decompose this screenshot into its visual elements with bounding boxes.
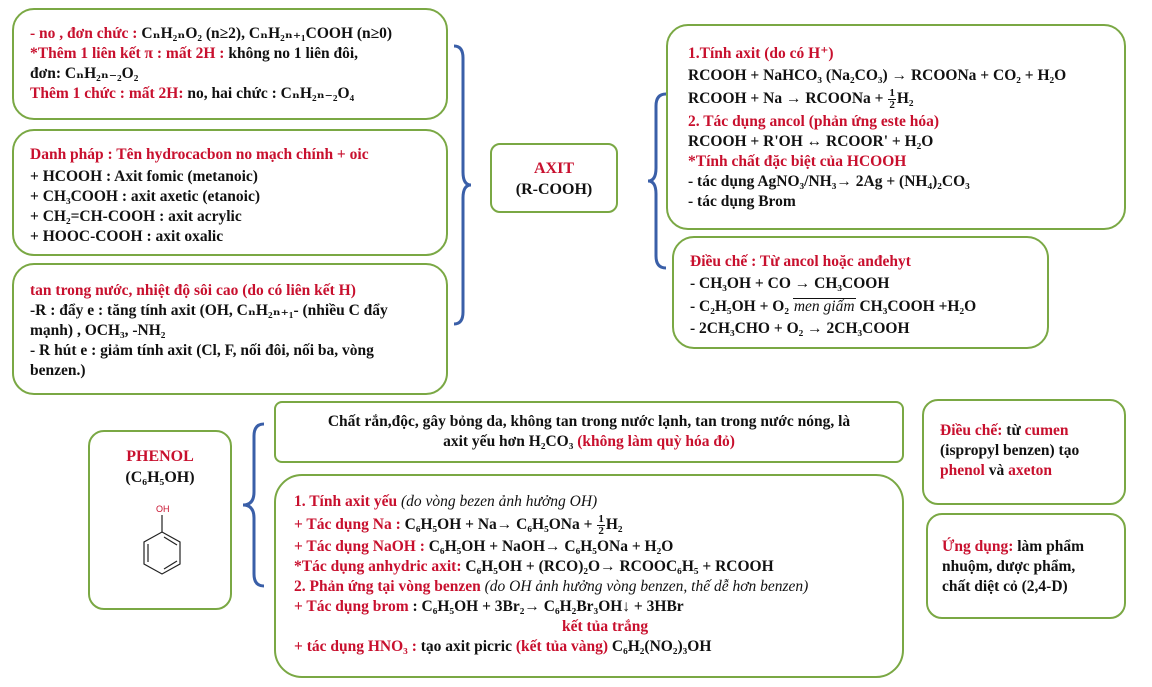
phenol-chem-l2b: C₆H₅OH + Na→ C₆H₅ONa + [400, 516, 597, 533]
phenol-chem-l6b: : C₆H₅OH + 3Br₂→ C₆H₂Br₃OH↓ + 3HBr [408, 598, 684, 615]
acid-structure-l3: đơn: CₙH₂ₙ₋₂O₂ [30, 65, 139, 82]
fraction-half [888, 88, 896, 111]
acid-prep-e3: - 2CH₃CHO + O₂ → 2CH₃COOH [690, 320, 910, 337]
phenol-chem-l4a: *Tác dụng anhydric axit: [294, 558, 462, 575]
acid-prop-e1: RCOOH + NaHCO₃ (Na₂CO₃) → RCOONa + CO₂ + H₂O [688, 67, 1067, 84]
acid-physical-box [12, 263, 448, 395]
acid-prop-e4: - tác dụng AgNO₃/NH₃→ 2Ag + (NH₄)₂CO₃ [688, 173, 970, 190]
acid-right-brace [646, 92, 668, 270]
phenol-chem-l8b: tạo axit picric [416, 638, 516, 655]
acid-properties-box [666, 24, 1126, 230]
acid-prep-heading: Điều chế : Từ ancol hoặc anđehyt [690, 253, 911, 270]
acid-physical-l2: mạnh) , OCH₃, -NH₂ [30, 322, 166, 339]
phenol-chem-l2a: + Tác dụng Na : [294, 516, 401, 533]
phenol-physical-box [274, 401, 904, 463]
acid-structure-l4a: Thêm 1 chức : mất 2H: [30, 85, 184, 102]
phenol-prep-d: (ispropyl benzen) tạo [940, 442, 1080, 459]
phenol-chem-l8a: + tác dụng HNO₃ : [294, 638, 417, 655]
fraction-num: 1 [598, 512, 604, 525]
acid-prop-h2: 2. Tác dụng ancol (phản ứng este hóa) [688, 113, 940, 130]
acid-prep-box [672, 236, 1049, 349]
acid-prop-e3: RCOOH + R'OH ↔ RCOOR' + H₂O [688, 133, 934, 150]
acid-naming-item: + HOOC-COOH : axit oxalic [30, 228, 224, 245]
phenol-chem-l1a: 1. Tính axit yếu [294, 493, 401, 510]
acid-prop-h1: 1.Tính axit (do có H⁺) [688, 45, 834, 62]
acid-prop-e5: - tác dụng Brom [688, 193, 796, 210]
acid-prep-e2a: - C₂H₅OH + O₂ [690, 298, 793, 315]
acid-physical-l4: benzen.) [30, 362, 86, 379]
fraction-half [597, 514, 605, 537]
acid-naming-item: + CH₃COOH : axit axetic (etanoic) [30, 188, 260, 205]
phenol-chem-l7: kết tủa trắng [562, 618, 649, 635]
phenol-physical-l2a: axit yếu hơn H₂CO₃ [443, 433, 578, 450]
phenol-prep-b: từ [1002, 422, 1025, 439]
acid-prep-catalyst: men giấm [793, 298, 855, 315]
acid-prep-e2b: CH₃COOH +H₂O [855, 298, 977, 315]
phenol-chem-box [274, 474, 904, 678]
phenol-title: PHENOL [126, 448, 194, 465]
phenol-formula: (C₆H₅OH) [125, 469, 195, 486]
phenol-use-d: chất diệt cỏ (2,4-D) [942, 578, 1068, 595]
phenol-chem-l5b: (do OH ảnh hưởng vòng benzen, thế dễ hơn benzen) [484, 578, 809, 595]
acid-formula: (R-COOH) [515, 181, 593, 198]
acid-prop-e2-h2: H₂ [896, 90, 914, 107]
benzene-ring-icon [128, 502, 198, 602]
phenol-use-b: làm phẩm [1013, 538, 1084, 555]
phenol-chem-l6a: + Tác dụng brom [294, 598, 409, 615]
acid-prep-e1: - CH₃OH + CO → CH₃COOH [690, 275, 890, 292]
phenol-prep-f: và [984, 462, 1009, 479]
acid-structure-l1a: - no , đơn chức : [30, 25, 142, 42]
acid-left-brace [450, 44, 474, 326]
phenol-physical-l1: Chất rắn,độc, gây bỏng da, không tan trong nước lạnh, tan trong nước nóng, là [327, 413, 851, 430]
phenol-brace [240, 422, 266, 588]
acid-physical-heading: tan trong nước, nhiệt độ sôi cao (do có liên kết H) [30, 282, 356, 299]
phenol-prep-g: axeton [1008, 462, 1052, 479]
acid-structure-l4b: no, hai chức : CₙH₂ₙ₋₂O₄ [183, 85, 355, 102]
acid-structure-l2a: *Thêm 1 liên kết π : mất 2H : [30, 45, 225, 62]
phenol-use-box [926, 513, 1126, 619]
phenol-title-box [88, 430, 232, 610]
phenol-prep-c: cumen [1024, 422, 1069, 439]
acid-title-box [490, 143, 618, 213]
fraction-den: 2 [889, 98, 895, 111]
phenol-use-a: Ứng dụng: [942, 538, 1014, 555]
acid-prop-h3: *Tính chất đặc biệt của HCOOH [688, 153, 907, 170]
acid-structure-l1b: CₙH₂ₙO₂ (n≥2), CₙH₂ₙ₊₁COOH (n≥0) [141, 25, 393, 42]
phenol-chem-l1b: (do vòng bezen ảnh hưởng OH) [400, 493, 598, 510]
fraction-den: 2 [598, 524, 604, 537]
acid-naming-item: + CH₂=CH-COOH : axit acrylic [30, 208, 242, 225]
phenol-chem-l2c: H₂ [605, 516, 623, 533]
acid-naming-heading: Danh pháp : Tên hydrocacbon no mạch chính + oic [30, 146, 369, 163]
phenol-chem-l8d: C₆H₂(NO₂)₃OH [608, 638, 712, 655]
acid-naming-box [12, 129, 448, 256]
fraction-num: 1 [889, 86, 895, 99]
phenol-physical-l2b: (không làm quỳ hóa đỏ) [577, 433, 735, 450]
acid-prop-e2: RCOOH + Na → RCOONa + [688, 90, 888, 107]
phenol-chem-l3b: C₆H₅OH + NaOH→ C₆H₅ONa + H₂O [424, 538, 674, 555]
phenol-chem-l8c: (kết tủa vàng) [515, 638, 609, 655]
phenol-use-c: nhuộm, dược phẩm, [942, 558, 1076, 575]
acid-structure-l2b: không no 1 liên đôi, [224, 45, 359, 62]
phenol-prep-e: phenol [940, 462, 985, 479]
oh-label: OH [156, 504, 170, 514]
acid-physical-l1: -R : đẩy e : tăng tính axit (OH, CₙH₂ₙ₊₁- (nhiều C đẩy [30, 302, 388, 319]
phenol-prep-a: Điều chế: [940, 422, 1003, 439]
phenol-chem-l3a: + Tác dụng NaOH : [294, 538, 425, 555]
acid-physical-l3: - R hút e : giảm tính axit (Cl, F, nối đôi, nối ba, vòng [30, 342, 374, 359]
phenol-chem-l4b: C₆H₅OH + (RCO)₂O→ RCOOC₆H₅ + RCOOH [461, 558, 774, 575]
phenol-chem-l5a: 2. Phản ứng tại vòng benzen [294, 578, 485, 595]
acid-title: AXIT [533, 160, 574, 177]
phenol-prep-box [922, 399, 1126, 505]
acid-naming-item: + HCOOH : Axit fomic (metanoic) [30, 168, 258, 185]
acid-structure-box [12, 8, 448, 120]
